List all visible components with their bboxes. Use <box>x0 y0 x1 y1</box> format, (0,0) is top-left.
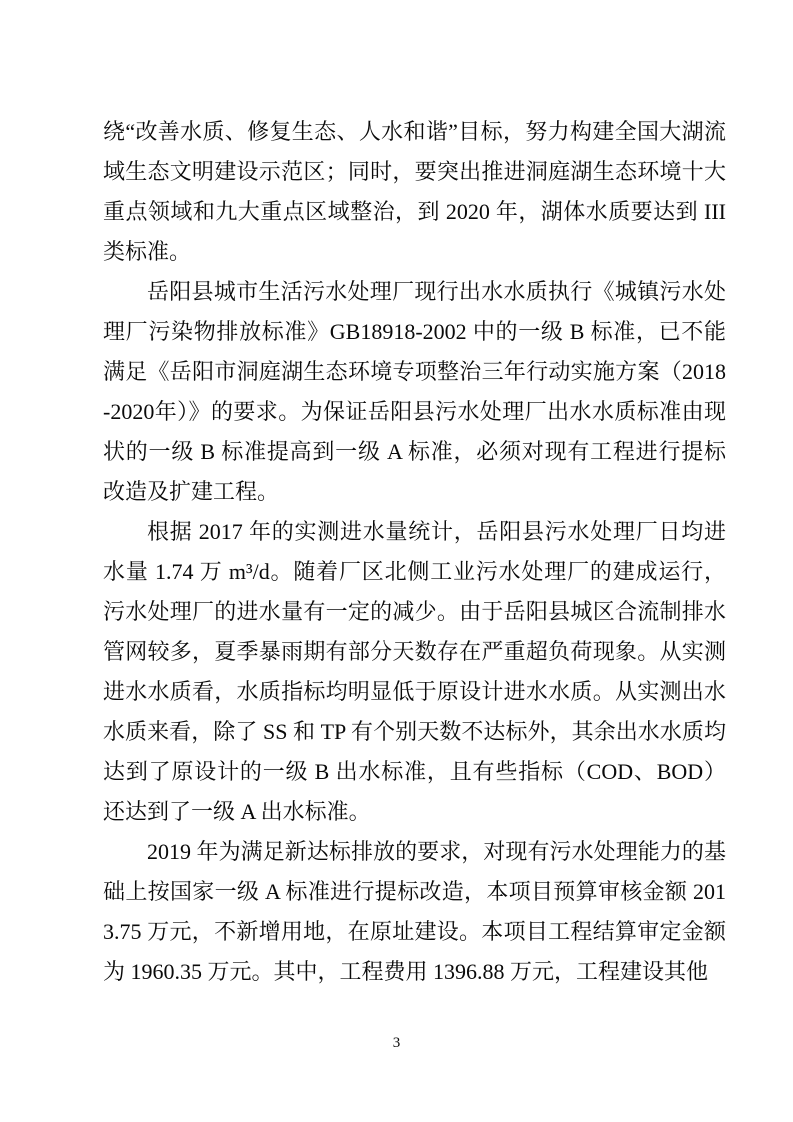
page-footer <box>0 1033 793 1053</box>
page-number: 3 <box>392 1035 401 1051</box>
paragraph: 2019 年为满足新达标排放的要求，对现有污水处理能力的基础上按国家一级 A 标准进行提标改造，本项目预算审核金额 2013.75 万元，不新增用地，在原址建设。本项目工程结算审定金额为 1960.35 万元。其中，工程费用 1396.88 万元，工程建设其他 <box>103 839 726 984</box>
document-text-body <box>103 112 726 992</box>
paragraph: 岳阳县城市生活污水处理厂现行出水水质执行《城镇污水处理厂污染物排放标准》GB18918-2002 中的一级 B 标准，已不能满足《岳阳市洞庭湖生态环境专项整治三年行动实施方案（2018-2020年）》的要求。为保证岳阳县污水处理厂出水水质标准由现状的一级 B 标准提高到一级 A 标准，必须对现有工程进行提标改造及扩建工程。 <box>103 279 726 504</box>
paragraph: 绕“改善水质、修复生态、人水和谐”目标，努力构建全国大湖流域生态文明建设示范区；同时，要突出推进洞庭湖生态环境十大重点领域和九大重点区域整治，到 2020 年，湖体水质要达到 III 类标准。 <box>103 119 726 264</box>
paragraph: 根据 2017 年的实测进水量统计，岳阳县污水处理厂日均进水量 1.74 万 m³/d。随着厂区北侧工业污水处理厂的建成运行，污水处理厂的进水量有一定的减少。由于岳阳县城区合流制排水管网较多，夏季暴雨期有部分天数存在严重超负荷现象。从实测进水水质看，水质指标均明显低于原设计进水水质。从实测出水水质来看，除了 SS 和 TP 有个别天数不达标外，其余出水水质均达到了原设计的一级 B 出水标准，且有些指标（COD、BOD）还达到了一级 A 出水标准。 <box>103 519 726 824</box>
